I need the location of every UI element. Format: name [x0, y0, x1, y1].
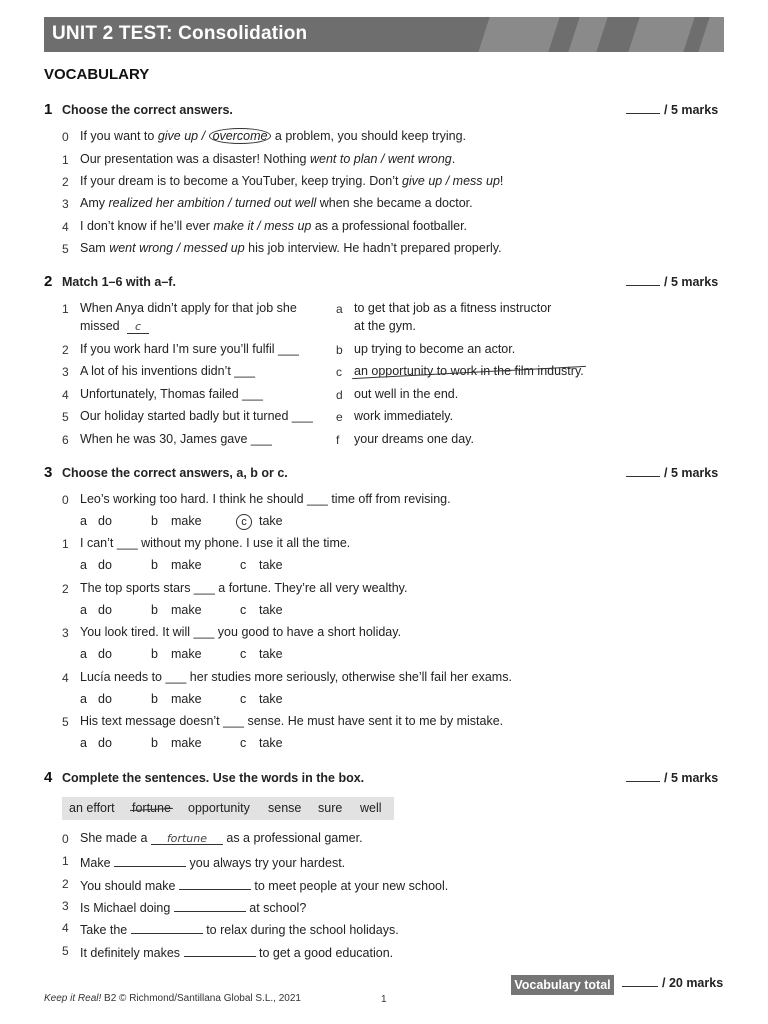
- question-1-item-0: If you want to give up / overcome a problem, you should keep trying.: [80, 129, 467, 143]
- question-1-item-3: Amy realized her ambition / turned out well when she became a doctor.: [80, 196, 473, 210]
- question-1-item-5: Sam went wrong / messed up his job interview. He hadn’t prepared properly.: [80, 241, 502, 255]
- question-4-item-0: She made a fortune as a professional gamer.: [80, 831, 363, 845]
- item-number: 4: [62, 921, 69, 935]
- title-bar: [44, 17, 724, 52]
- option-c-word: take: [259, 603, 283, 617]
- question-4-number: 4: [44, 769, 53, 786]
- option-2[interactable]: mess up: [264, 219, 312, 233]
- option-a-word: do: [98, 736, 112, 750]
- match-left-5: Our holiday started badly but it turned ___: [80, 409, 313, 423]
- option-a-word: do: [98, 514, 112, 528]
- option-b-word: make: [171, 514, 202, 528]
- match-right-f: your dreams one day.: [354, 432, 474, 446]
- option-2[interactable]: overcome: [209, 128, 272, 144]
- word-box-item: opportunity: [188, 801, 250, 815]
- question-4-item-5: It definitely makes to get a good education.: [80, 943, 393, 960]
- option-a-letter[interactable]: a: [80, 558, 87, 572]
- footer-copyright: Keep it Real! B2 © Richmond/Santillana Global S.L., 2021: [44, 993, 301, 1004]
- question-4-marks: / 5 marks: [626, 771, 718, 785]
- option-a-word: do: [98, 647, 112, 661]
- option-c-word: take: [259, 736, 283, 750]
- question-1-item-2: If your dream is to become a YouTuber, keep trying. Don’t give up / mess up!: [80, 174, 504, 188]
- item-number: 1: [62, 537, 69, 551]
- option-c-word: take: [259, 692, 283, 706]
- vocabulary-total-label: Vocabulary total: [511, 975, 614, 995]
- question-4-item-4: Take the to relax during the school holidays.: [80, 920, 399, 937]
- question-4-item-1: Make you always try your hardest.: [80, 853, 345, 870]
- item-number: 5: [62, 410, 69, 424]
- question-2-number: 2: [44, 273, 53, 290]
- word-box-item: sure: [318, 801, 343, 815]
- match-left-2: If you work hard I’m sure you’ll fulfil ___: [80, 342, 299, 356]
- option-b-letter[interactable]: b: [151, 736, 158, 750]
- question-3-item-0: Leo’s working too hard. I think he should ___ time off from revising.: [80, 492, 451, 506]
- match-left-1-line1: When Anya didn’t apply for that job she: [80, 301, 297, 315]
- option-b-word: make: [171, 647, 202, 661]
- item-number: 4: [62, 220, 69, 234]
- total-blank[interactable]: [622, 976, 658, 987]
- question-1-marks: / 5 marks: [626, 103, 718, 117]
- question-1-instruction: Choose the correct answers.: [62, 103, 233, 117]
- item-number: 5: [62, 242, 69, 256]
- item-number: 3: [62, 365, 69, 379]
- question-3-item-1: I can’t ___ without my phone. I use it all the time.: [80, 536, 351, 550]
- page-number: 1: [381, 994, 387, 1005]
- option-b-word: make: [171, 736, 202, 750]
- option-1[interactable]: realized her ambition: [108, 196, 225, 210]
- option-2[interactable]: went wrong: [387, 152, 452, 166]
- marks-blank[interactable]: [626, 771, 660, 782]
- page-title: UNIT 2 TEST: Consolidation: [52, 23, 308, 44]
- option-a-letter[interactable]: a: [80, 514, 87, 528]
- option-b-letter[interactable]: b: [151, 558, 158, 572]
- option-b-word: make: [171, 603, 202, 617]
- match-right-a-line2: at the gym.: [354, 319, 416, 333]
- option-1[interactable]: went to plan: [309, 152, 378, 166]
- item-letter: c: [336, 365, 342, 379]
- question-3-item-4: Lucía needs to ___ her studies more seriously, otherwise she’ll fail her exams.: [80, 670, 512, 684]
- match-left-4: Unfortunately, Thomas failed ___: [80, 387, 263, 401]
- option-c-word: take: [259, 647, 283, 661]
- match-right-a-line1: to get that job as a fitness instructor: [354, 301, 552, 315]
- option-a-letter[interactable]: a: [80, 603, 87, 617]
- option-c-letter[interactable]: c: [240, 603, 247, 617]
- item-number: 3: [62, 626, 69, 640]
- answer-blank[interactable]: [174, 898, 246, 912]
- item-number: 1: [62, 302, 69, 316]
- match-right-b: up trying to become an actor.: [354, 342, 516, 356]
- item-number: 5: [62, 944, 69, 958]
- option-c-word: take: [259, 514, 283, 528]
- question-1-number: 1: [44, 101, 53, 118]
- word-box-item: well: [360, 801, 382, 815]
- match-left-6: When he was 30, James gave ___: [80, 432, 272, 446]
- answer-blank[interactable]: [179, 876, 251, 890]
- answer-blank[interactable]: [151, 831, 223, 845]
- item-number: 0: [62, 130, 69, 144]
- match-left-1-line2: missed c: [80, 319, 149, 334]
- option-c-letter[interactable]: c: [240, 736, 247, 750]
- section-heading: VOCABULARY: [44, 66, 150, 83]
- item-number: 3: [62, 197, 69, 211]
- option-2[interactable]: messed up: [183, 241, 245, 255]
- option-a-letter[interactable]: a: [80, 736, 87, 750]
- question-2-instruction: Match 1–6 with a–f.: [62, 275, 176, 289]
- answer-blank[interactable]: [114, 853, 186, 867]
- option-b-letter[interactable]: b: [151, 692, 158, 706]
- item-number: 2: [62, 343, 69, 357]
- match-right-e: work immediately.: [354, 409, 454, 423]
- option-b-letter[interactable]: b: [151, 603, 158, 617]
- match-left-3: A lot of his inventions didn’t ___: [80, 364, 256, 378]
- item-number: 1: [62, 854, 69, 868]
- question-3-item-2: The top sports stars ___ a fortune. They’re all very wealthy.: [80, 581, 408, 595]
- question-3-number: 3: [44, 464, 53, 481]
- option-2[interactable]: mess up: [452, 174, 500, 188]
- question-3-item-3: You look tired. It will ___ you good to have a short holiday.: [80, 625, 402, 639]
- option-a-word: do: [98, 558, 112, 572]
- option-a-letter[interactable]: a: [80, 647, 87, 661]
- vocabulary-total-marks: / 20 marks: [622, 976, 723, 990]
- answer-blank[interactable]: [184, 943, 256, 957]
- option-2[interactable]: turned out well: [234, 196, 317, 210]
- word-box-item: sense: [268, 801, 302, 815]
- answer-blank[interactable]: c: [127, 319, 149, 334]
- option-1[interactable]: give up: [157, 129, 199, 143]
- option-b-word: make: [171, 692, 202, 706]
- item-number: 2: [62, 582, 69, 596]
- marks-blank[interactable]: [626, 466, 660, 477]
- item-letter: b: [336, 343, 343, 357]
- item-letter: f: [336, 433, 340, 447]
- item-letter: a: [336, 302, 343, 316]
- question-3-marks: / 5 marks: [626, 466, 718, 480]
- answer-blank[interactable]: [131, 920, 203, 934]
- example-answer: fortune: [166, 832, 207, 845]
- word-box-item: fortune: [132, 801, 171, 815]
- question-1-item-4: I don’t know if he’ll ever make it / mess up as a professional footballer.: [80, 219, 468, 233]
- match-right-c: an opportunity to work in the film industry.: [354, 364, 584, 378]
- question-3-instruction: Choose the correct answers, a, b or c.: [62, 466, 288, 480]
- item-number: 4: [62, 388, 69, 402]
- word-box: [62, 797, 394, 820]
- option-1[interactable]: make it: [213, 219, 254, 233]
- option-c-letter[interactable]: [240, 514, 252, 530]
- item-number: 6: [62, 433, 69, 447]
- item-number: 1: [62, 153, 69, 167]
- item-letter: e: [336, 410, 343, 424]
- item-number: 0: [62, 493, 69, 507]
- option-c-word: take: [259, 558, 283, 572]
- question-4-instruction: Complete the sentences. Use the words in the box.: [62, 771, 365, 785]
- option-1[interactable]: went wrong: [109, 241, 174, 255]
- option-b-letter[interactable]: b: [151, 647, 158, 661]
- marks-blank[interactable]: [626, 103, 660, 114]
- item-number: 3: [62, 899, 69, 913]
- word-box-item: an effort: [69, 801, 115, 815]
- option-c-letter[interactable]: c: [240, 647, 247, 661]
- option-c-letter[interactable]: c: [240, 558, 247, 572]
- item-number: 4: [62, 671, 69, 685]
- answer-circle: c: [236, 514, 252, 530]
- option-b-letter[interactable]: b: [151, 514, 158, 528]
- item-number: 2: [62, 877, 69, 891]
- item-letter: d: [336, 388, 343, 402]
- item-number: 5: [62, 715, 69, 729]
- question-4-item-2: You should make to meet people at your new school.: [80, 876, 448, 893]
- option-a-letter[interactable]: a: [80, 692, 87, 706]
- option-a-word: do: [98, 603, 112, 617]
- question-1-item-1: Our presentation was a disaster! Nothing went to plan / went wrong.: [80, 152, 456, 166]
- question-4-item-3: Is Michael doing at school?: [80, 898, 306, 915]
- question-3-item-5: His text message doesn’t ___ sense. He must have sent it to me by mistake.: [80, 714, 504, 728]
- item-number: 2: [62, 175, 69, 189]
- option-1[interactable]: give up: [401, 174, 443, 188]
- option-b-word: make: [171, 558, 202, 572]
- option-a-word: do: [98, 692, 112, 706]
- option-c-letter[interactable]: c: [240, 692, 247, 706]
- question-2-marks: / 5 marks: [626, 275, 718, 289]
- marks-blank[interactable]: [626, 275, 660, 286]
- item-number: 0: [62, 832, 69, 846]
- match-right-d: out well in the end.: [354, 387, 459, 401]
